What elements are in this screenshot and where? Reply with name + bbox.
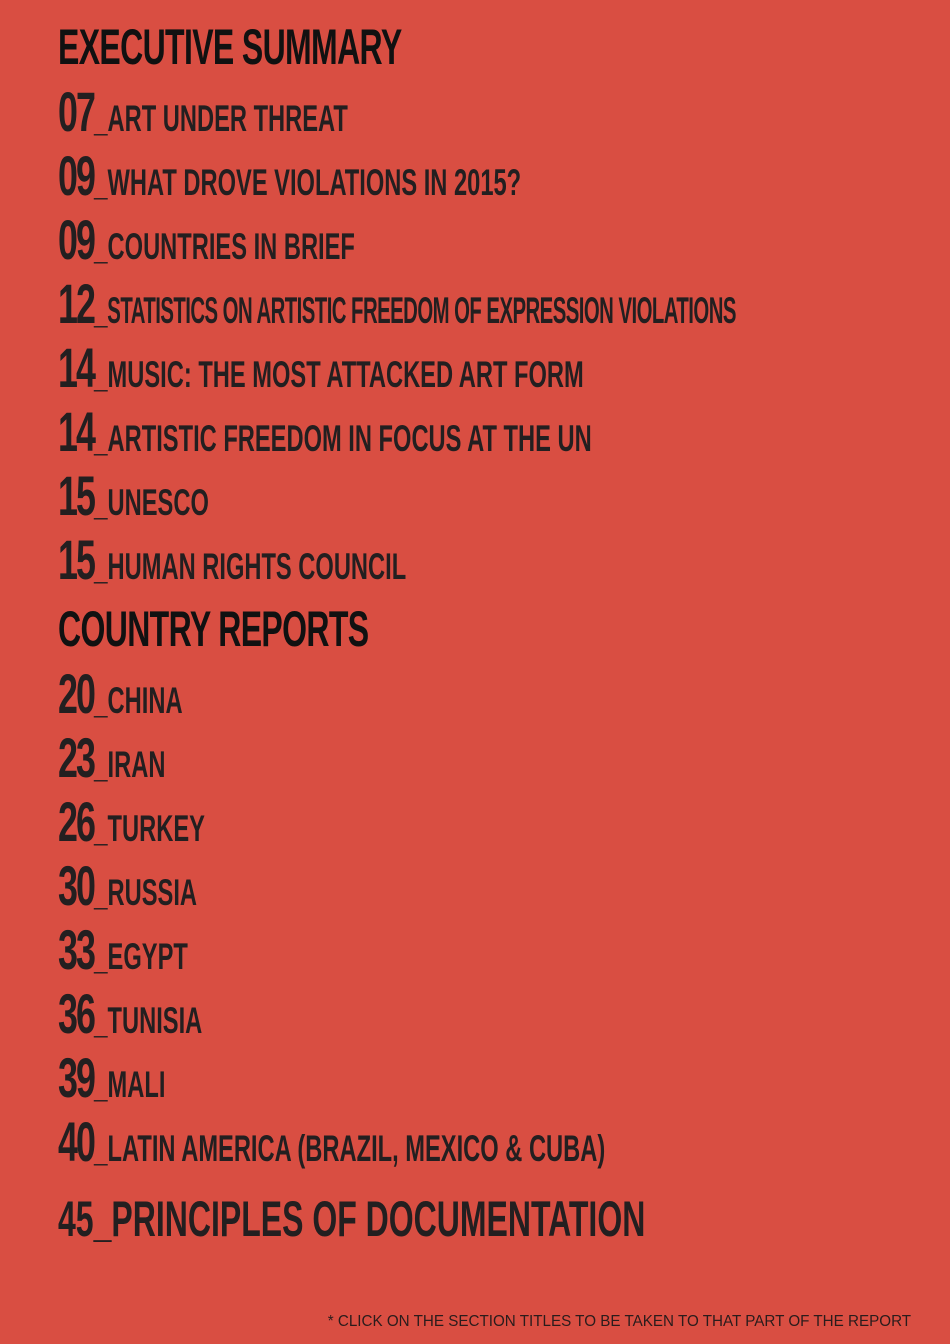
toc-separator: _ bbox=[93, 1191, 112, 1247]
toc-page-number: 09 bbox=[58, 208, 95, 271]
toc-page-number: 30 bbox=[58, 854, 95, 917]
toc-entry[interactable] bbox=[58, 464, 209, 528]
toc-page-number: 40 bbox=[58, 1110, 95, 1173]
toc-page-number: 23 bbox=[58, 726, 95, 789]
toc-page-number: 20 bbox=[58, 662, 95, 725]
toc-entry[interactable] bbox=[58, 144, 521, 208]
toc-entry[interactable] bbox=[58, 272, 839, 336]
toc-page-number: 15 bbox=[58, 464, 95, 527]
toc-title: MUSIC: THE MOST ATTACKED ART FORM bbox=[107, 354, 584, 395]
toc-separator: _ bbox=[94, 1128, 108, 1170]
toc-title: PRINCIPLES OF DOCUMENTATION bbox=[111, 1191, 646, 1247]
toc-entry[interactable] bbox=[58, 790, 205, 854]
toc-page-number: 14 bbox=[58, 336, 95, 399]
toc-entry[interactable] bbox=[58, 918, 188, 982]
toc-title: TUNISIA bbox=[107, 1000, 203, 1041]
toc-entry[interactable] bbox=[58, 982, 202, 1046]
toc-title: ARTISTIC FREEDOM IN FOCUS AT THE UN bbox=[107, 418, 592, 459]
toc-entry[interactable] bbox=[58, 854, 197, 918]
toc-separator: _ bbox=[94, 808, 108, 850]
toc-entry[interactable] bbox=[58, 400, 592, 464]
toc-page-number: 15 bbox=[58, 528, 95, 591]
toc-separator: _ bbox=[94, 1064, 108, 1106]
toc-page-number: 26 bbox=[58, 790, 95, 853]
toc-page-number: 12 bbox=[58, 272, 95, 335]
toc-separator: _ bbox=[94, 680, 108, 722]
toc-entry[interactable] bbox=[58, 208, 355, 272]
country-reports-heading: COUNTRY REPORTS bbox=[58, 601, 369, 657]
toc-entry[interactable] bbox=[58, 1046, 165, 1110]
toc-title: EGYPT bbox=[107, 936, 188, 977]
toc-separator: _ bbox=[94, 162, 108, 204]
toc-separator: _ bbox=[94, 354, 108, 396]
toc-title: LATIN AMERICA (BRAZIL, MEXICO & CUBA) bbox=[107, 1128, 606, 1169]
toc-page-number: 09 bbox=[58, 144, 95, 207]
toc-title: COUNTRIES IN BRIEF bbox=[107, 226, 355, 267]
toc-title: RUSSIA bbox=[107, 872, 198, 913]
toc-title: ART UNDER THREAT bbox=[107, 98, 348, 139]
toc-entry[interactable] bbox=[58, 662, 183, 726]
toc-title: TURKEY bbox=[107, 808, 205, 849]
toc-page-number: 14 bbox=[58, 400, 95, 463]
toc-entry-principles-of-documentation[interactable] bbox=[58, 1190, 645, 1248]
toc-page-number: 33 bbox=[58, 918, 95, 981]
toc-title: MALI bbox=[107, 1064, 166, 1105]
toc-separator: _ bbox=[94, 744, 108, 786]
toc-entry[interactable] bbox=[58, 528, 406, 592]
toc-page-number: 45 bbox=[58, 1191, 94, 1247]
toc-entry[interactable] bbox=[58, 336, 584, 400]
toc-entry[interactable] bbox=[58, 80, 348, 144]
toc-page-number: 36 bbox=[58, 982, 95, 1045]
toc-title: WHAT DROVE VIOLATIONS IN 2015? bbox=[107, 162, 522, 203]
toc-separator: _ bbox=[94, 418, 108, 460]
toc-title: IRAN bbox=[107, 744, 166, 785]
toc-separator: _ bbox=[94, 1000, 108, 1042]
toc-page-number: 07 bbox=[58, 80, 95, 143]
toc-title: UNESCO bbox=[107, 482, 209, 523]
footnote: * CLICK ON THE SECTION TITLES TO BE TAKEN TO THAT PART OF THE REPORT bbox=[327, 1313, 911, 1330]
toc-separator: _ bbox=[94, 936, 108, 978]
toc-entry[interactable] bbox=[58, 1110, 605, 1174]
toc-title: HUMAN RIGHTS COUNCIL bbox=[107, 546, 407, 587]
toc-separator: _ bbox=[94, 872, 108, 914]
toc-separator: _ bbox=[94, 226, 108, 268]
toc-separator: _ bbox=[94, 546, 108, 588]
toc-page-number: 39 bbox=[58, 1046, 95, 1109]
toc-separator: _ bbox=[94, 482, 108, 524]
toc-separator: _ bbox=[94, 98, 108, 140]
executive-summary-heading: EXECUTIVE SUMMARY bbox=[58, 19, 402, 75]
toc-title: STATISTICS ON ARTISTIC FREEDOM OF EXPRESSION VIOLATIONS bbox=[107, 290, 737, 331]
toc-title: CHINA bbox=[107, 680, 183, 721]
toc-separator: _ bbox=[94, 290, 108, 332]
toc-entry[interactable] bbox=[58, 726, 165, 790]
